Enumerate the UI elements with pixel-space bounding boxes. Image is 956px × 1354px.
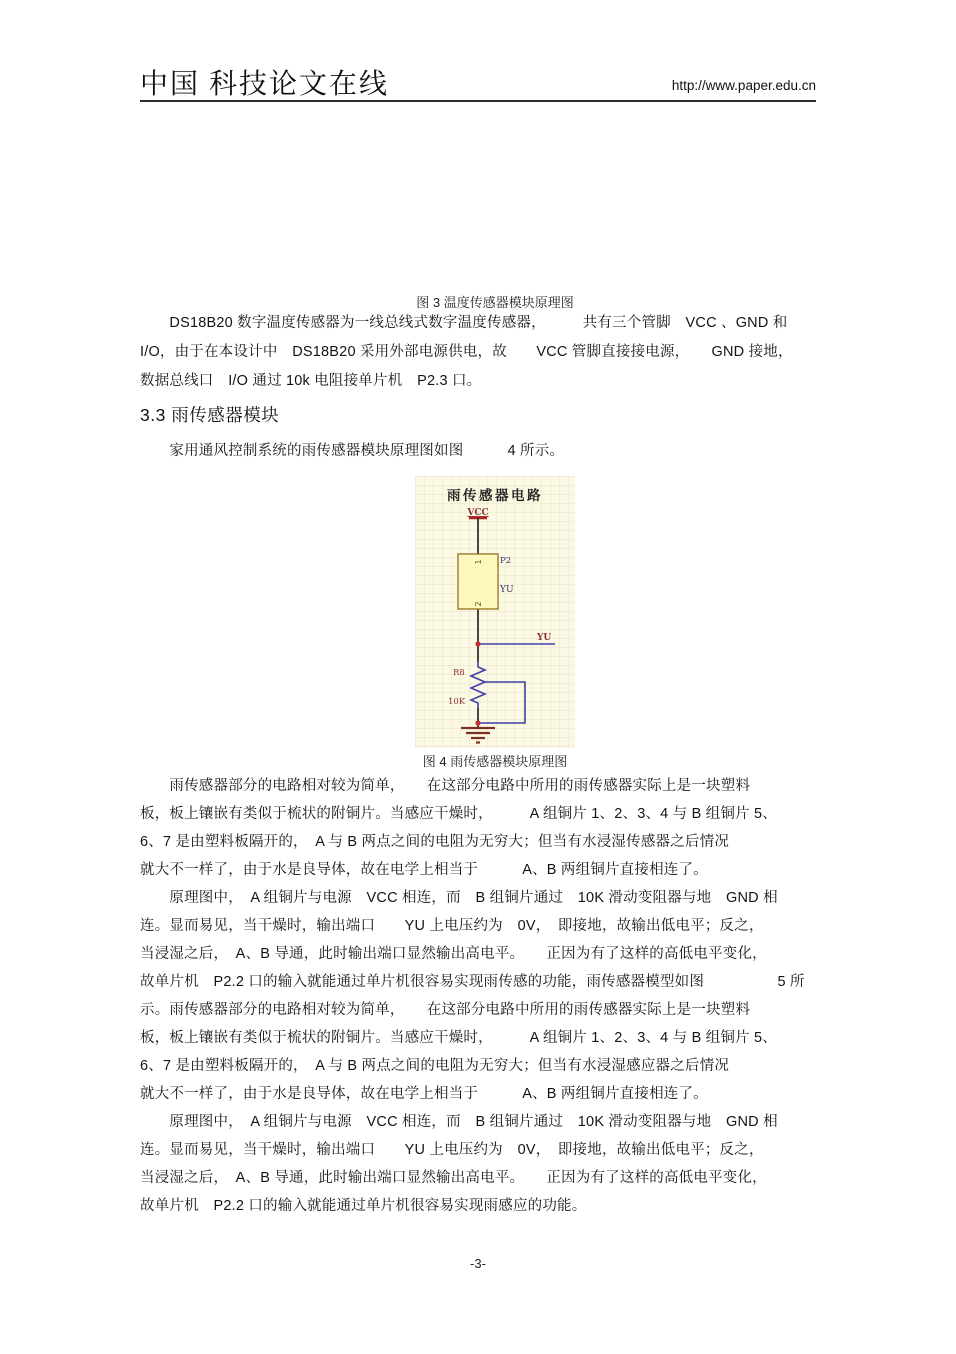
figure3-caption: 图 3 温度传感器模块原理图 — [416, 295, 574, 310]
body-text-line: 就大不一样了，由于水是良导体，故在电学上相当于 A、B 两组铜片直接相连了。 — [140, 1086, 708, 1102]
page-number: -3- — [470, 1256, 486, 1271]
junction-dot-top — [475, 641, 480, 646]
body-text-line: 就大不一样了，由于水是良导体，故在电学上相当于 A、B 两组铜片直接相连了。 — [140, 862, 708, 878]
paragraph-line: DS18B20 数字温度传感器为一线总线式数字温度传感器， 共有三个管脚 VCC 、GND 和 — [140, 315, 788, 331]
section-heading-3-3: 3.3 雨传感器模块 — [140, 405, 280, 425]
yu-net-label: YU — [537, 633, 552, 643]
schematic-title: 雨传感器电路 — [447, 488, 543, 504]
vcc-label: VCC — [467, 508, 489, 518]
component-pin1-number: 1 — [474, 559, 483, 565]
body-text-line: 板，板上镶嵌有类似于梳状的附铜片。当感应干燥时， A 组铜片 1、2、3、4 与 B 组铜片 5、 — [140, 1030, 777, 1046]
body-text-line: 当浸湿之后， A、B 导通，此时输出端口显然输出高电平。 正因为有了这样的高低电平变化， — [140, 946, 767, 962]
site-url: http://www.paper.edu.cn — [671, 78, 816, 93]
resistor-value-label: 10K — [448, 697, 466, 707]
junction-dot-bottom — [475, 720, 480, 725]
header-divider-rule — [140, 100, 816, 102]
figure4-schematic — [415, 476, 575, 748]
resistor-ref-label: R8 — [453, 668, 465, 678]
rain-sensor-circuit-svg — [415, 476, 575, 748]
site-logo-title: 中国 科技论文在线 — [140, 69, 390, 100]
body-text-line: 故单片机 P2.2 口的输入就能通过单片机很容易实现雨感应的功能。 — [140, 1198, 587, 1214]
paragraph-line: 数据总线口 I/O 通过 10k 电阻接单片机 P2.3 口。 — [140, 373, 482, 389]
schematic-grid — [415, 476, 575, 748]
body-text-line: 示。雨传感器部分的电路相对较为简单， 在这部分电路中所用的雨传感器实际上是一块塑料 — [140, 1002, 751, 1018]
component-pin2-number: 2 — [474, 601, 483, 607]
paragraph-line: I/O，由于在本设计中 DS18B20 采用外部电源供电，故 VCC 管脚直接接电源， GND 接地， — [140, 344, 793, 360]
body-text-line: 当浸湿之后， A、B 导通，此时输出端口显然输出高电平。 正因为有了这样的高低电平变化， — [140, 1170, 767, 1186]
component-ref-label: P2 — [500, 556, 512, 566]
body-text-line: 故单片机 P2.2 口的输入就能通过单片机很容易实现雨传感的功能，雨传感器模型如图 5 所 — [140, 974, 805, 990]
body-text-line: 板，板上镶嵌有类似于梳状的附铜片。当感应干燥时， A 组铜片 1、2、3、4 与 B 组铜片 5、 — [140, 806, 777, 822]
body-text-line: 原理图中， A 组铜片与电源 VCC 相连，而 B 组铜片通过 10K 滑动变阻器与地 GND 相 — [140, 1114, 778, 1130]
figure4-caption: 图 4 雨传感器模块原理图 — [422, 754, 568, 769]
body-text-line: 6、7 是由塑料板隔开的， A 与 B 两点之间的电阻为无穷大；但当有水浸湿感应器之后情况 — [140, 1058, 730, 1074]
body-text-line: 雨传感器部分的电路相对较为简单， 在这部分电路中所用的雨传感器实际上是一块塑料 — [140, 778, 751, 794]
body-text-line: 连。显而易见，当干燥时，输出端口 YU 上电压约为 0V， 即接地，故输出低电平；反之， — [140, 1142, 764, 1158]
section-intro-line: 家用通风控制系统的雨传感器模块原理图如图 4 所示。 — [140, 443, 565, 459]
component-port-label: YU — [500, 585, 514, 595]
body-text-line: 6、7 是由塑料板隔开的， A 与 B 两点之间的电阻为无穷大；但当有水浸湿传感器之后情况 — [140, 834, 730, 850]
body-text-line: 原理图中， A 组铜片与电源 VCC 相连，而 B 组铜片通过 10K 滑动变阻器与地 GND 相 — [140, 890, 778, 906]
body-text-line: 连。显而易见，当干燥时，输出端口 YU 上电压约为 0V， 即接地，故输出低电平；反之， — [140, 918, 764, 934]
